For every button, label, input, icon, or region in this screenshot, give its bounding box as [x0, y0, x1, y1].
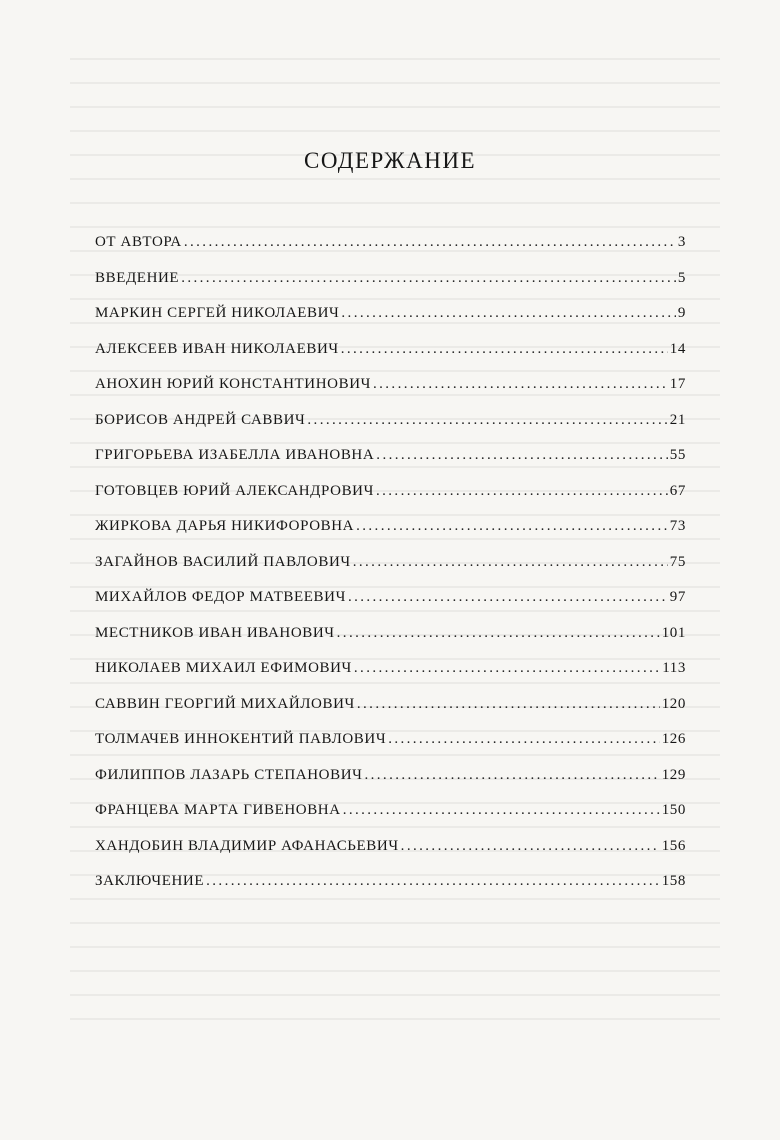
- toc-entry: [95, 802, 686, 838]
- toc-entry: [95, 483, 686, 519]
- dot-leader: [364, 767, 659, 784]
- table-of-contents: [95, 234, 686, 909]
- toc-entry: [95, 838, 686, 874]
- toc-entry-page-number: 5: [677, 269, 686, 286]
- toc-entry-page-number: 3: [677, 234, 686, 250]
- toc-entry-label: САВВИН ГЕОРГИЙ МИХАЙЛОВИЧ: [95, 695, 355, 712]
- toc-entry-label: ОТ АВТОРА: [95, 234, 182, 250]
- dot-leader: [206, 873, 660, 890]
- toc-entry: [95, 625, 686, 661]
- dot-leader: [307, 412, 667, 429]
- toc-entry: [95, 234, 686, 270]
- toc-entry-page-number: 21: [669, 411, 686, 428]
- toc-entry-page-number: 17: [669, 376, 686, 392]
- toc-entry: [95, 518, 686, 554]
- toc-entry-label: ТОЛМАЧЕВ ИННОКЕНТИЙ ПАВЛОВИЧ: [95, 731, 387, 747]
- toc-entry: [95, 270, 686, 306]
- toc-entry: [95, 412, 686, 448]
- dot-leader: [353, 554, 668, 571]
- dot-leader: [373, 376, 668, 393]
- toc-entry-label: МИХАЙЛОВ ФЕДОР МАТВЕЕВИЧ: [95, 589, 346, 605]
- dot-leader: [356, 518, 668, 535]
- toc-entry-label: НИКОЛАЕВ МИХАИЛ ЕФИМОВИЧ: [95, 660, 352, 676]
- toc-entry-page-number: 14: [669, 340, 686, 357]
- toc-entry-page-number: 67: [669, 482, 686, 499]
- dot-leader: [341, 341, 668, 358]
- dot-leader: [337, 625, 660, 642]
- toc-entry-page-number: 150: [661, 802, 686, 818]
- dot-leader: [376, 483, 668, 500]
- toc-entry-page-number: 101: [661, 624, 686, 641]
- toc-entry-page-number: 129: [661, 766, 686, 783]
- page-title: СОДЕРЖАНИЕ: [303, 148, 476, 173]
- toc-entry-label: ГРИГОРЬЕВА ИЗАБЕЛЛА ИВАНОВНА: [95, 447, 375, 463]
- toc-entry: [95, 589, 686, 625]
- toc-entry: [95, 767, 686, 803]
- toc-entry-page-number: 156: [661, 837, 686, 854]
- dot-leader: [181, 270, 676, 287]
- toc-entry: [95, 376, 686, 412]
- dot-leader: [388, 731, 660, 748]
- toc-entry: [95, 341, 686, 377]
- toc-entry-label: МАРКИН СЕРГЕЙ НИКОЛАЕВИЧ: [95, 305, 340, 321]
- toc-entry: [95, 660, 686, 696]
- dot-leader: [348, 589, 668, 606]
- toc-entry-label: ХАНДОБИН ВЛАДИМИР АФАНАСЬЕВИЧ: [95, 837, 399, 854]
- toc-entry-page-number: 97: [669, 589, 686, 605]
- toc-entry-label: МЕСТНИКОВ ИВАН ИВАНОВИЧ: [95, 624, 335, 641]
- dot-leader: [357, 696, 660, 713]
- toc-entry-label: ЖИРКОВА ДАРЬЯ НИКИФОРОВНА: [95, 518, 355, 534]
- toc-entry-page-number: 55: [669, 447, 686, 463]
- toc-entry-label: ВВЕДЕНИЕ: [95, 269, 180, 286]
- toc-entry-label: БОРИСОВ АНДРЕЙ САВВИЧ: [95, 411, 306, 428]
- dot-leader: [184, 234, 676, 251]
- dot-leader: [354, 660, 660, 677]
- toc-entry-page-number: 73: [669, 518, 686, 534]
- toc-entry-label: АЛЕКСЕЕВ ИВАН НИКОЛАЕВИЧ: [95, 340, 339, 357]
- toc-entry: [95, 731, 686, 767]
- toc-entry: [95, 305, 686, 341]
- toc-entry: [95, 873, 686, 909]
- dot-leader: [343, 802, 660, 819]
- toc-entry: [95, 554, 686, 590]
- toc-entry-page-number: 120: [661, 695, 686, 712]
- toc-entry-page-number: 9: [677, 305, 686, 321]
- toc-entry: [95, 696, 686, 732]
- toc-entry-label: ЗАГАЙНОВ ВАСИЛИЙ ПАВЛОВИЧ: [95, 553, 351, 570]
- toc-entry-page-number: 75: [669, 553, 686, 570]
- dot-leader: [401, 838, 660, 855]
- dot-leader: [376, 447, 668, 464]
- toc-entry-label: ФРАНЦЕВА МАРТА ГИВЕНОВНА: [95, 802, 341, 818]
- toc-entry-page-number: 126: [661, 731, 686, 747]
- toc-entry-label: ГОТОВЦЕВ ЮРИЙ АЛЕКСАНДРОВИЧ: [95, 482, 374, 499]
- toc-entry-label: АНОХИН ЮРИЙ КОНСТАНТИНОВИЧ: [95, 376, 371, 392]
- dot-leader: [341, 305, 675, 322]
- toc-entry-label: ЗАКЛЮЧЕНИЕ: [95, 873, 205, 889]
- toc-entry: [95, 447, 686, 483]
- toc-entry-page-number: 158: [661, 873, 686, 889]
- toc-entry-label: ФИЛИППОВ ЛАЗАРЬ СТЕПАНОВИЧ: [95, 766, 363, 783]
- toc-entry-page-number: 113: [662, 660, 686, 676]
